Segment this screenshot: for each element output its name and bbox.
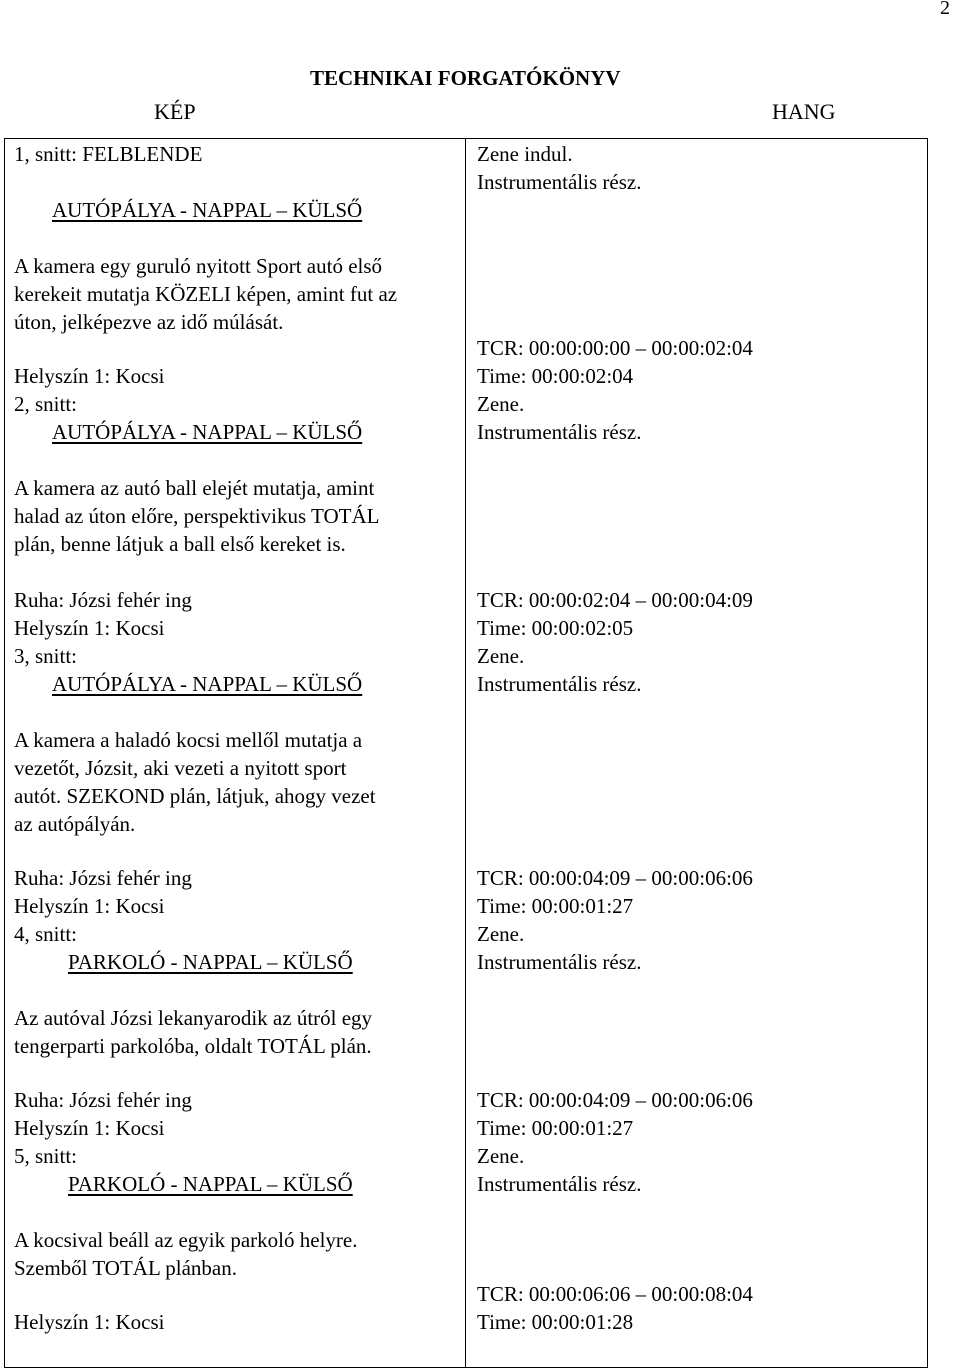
shot-3-location-note: Helyszín 1: Kocsi <box>14 894 165 918</box>
shot-2-description-line: A kamera az autó ball elejét mutatja, amint <box>14 476 375 500</box>
page-number: 2 <box>940 0 950 19</box>
shot-3-description-line: autót. SZEKOND plán, látjuk, ahogy vezet <box>14 784 376 808</box>
shot-2-costume: Ruha: Józsi fehér ing <box>14 588 192 612</box>
shot-1-description-line: A kamera egy guruló nyitott Sport autó első <box>14 254 383 278</box>
shot-2-heading: 2, snitt: <box>14 392 78 416</box>
shot-5-description-line: A kocsival beáll az egyik parkoló helyre. <box>14 1228 358 1252</box>
shot-3-location: AUTÓPÁLYA - NAPPAL – KÜLSŐ <box>52 672 363 696</box>
sound-5-tcr: TCR: 00:00:04:09 – 00:00:06:06 <box>477 1088 753 1112</box>
shot-5-location: PARKOLÓ - NAPPAL – KÜLSŐ <box>68 1172 353 1196</box>
column-header-kep: KÉP <box>154 99 196 124</box>
shot-3-heading: 3, snitt: <box>14 644 78 668</box>
shot-4-location: PARKOLÓ - NAPPAL – KÜLSŐ <box>68 950 353 974</box>
shot-3-description-line: A kamera a haladó kocsi mellől mutatja a <box>14 728 363 752</box>
sound-3-instrumental: Instrumentális rész. <box>477 672 642 696</box>
shot-3-description-line: vezetőt, Józsit, aki vezeti a nyitott sport <box>14 756 347 780</box>
sound-3-music: Zene. <box>477 644 525 668</box>
shot-5-location-note: Helyszín 1: Kocsi <box>14 1310 165 1334</box>
shot-5-heading: 5, snitt: <box>14 1144 78 1168</box>
sound-2-tcr: TCR: 00:00:00:00 – 00:00:02:04 <box>477 336 753 360</box>
column-divider <box>465 138 466 1368</box>
shot-2-location: AUTÓPÁLYA - NAPPAL – KÜLSŐ <box>52 420 363 444</box>
sound-4-music: Zene. <box>477 922 525 946</box>
sound-5-time: Time: 00:00:01:27 <box>477 1116 634 1140</box>
sound-1-line: Zene indul. <box>477 142 573 166</box>
sound-4-instrumental: Instrumentális rész. <box>477 950 642 974</box>
shot-1-heading: 1, snitt: FELBLENDE <box>14 142 203 166</box>
column-header-hang: HANG <box>772 99 836 124</box>
sound-6-tcr: TCR: 00:00:06:06 – 00:00:08:04 <box>477 1282 753 1306</box>
shot-4-description-line: tengerparti parkolóba, oldalt TOTÁL plán. <box>14 1034 372 1058</box>
shot-1-location: AUTÓPÁLYA - NAPPAL – KÜLSŐ <box>52 198 363 222</box>
sound-3-time: Time: 00:00:02:05 <box>477 616 634 640</box>
shot-1-description-line: kerekeit mutatja KÖZELI képen, amint fut az <box>14 282 398 306</box>
sound-5-instrumental: Instrumentális rész. <box>477 1172 642 1196</box>
shot-4-description-line: Az autóval Józsi lekanyarodik az útról egy <box>14 1006 373 1030</box>
shot-2-description-line: halad az úton előre, perspektivikus TOTÁL <box>14 504 380 528</box>
shot-1-description-line: úton, jelképezve az idő múlását. <box>14 310 284 334</box>
sound-2-instrumental: Instrumentális rész. <box>477 420 642 444</box>
shot-4-location-note: Helyszín 1: Kocsi <box>14 1116 165 1140</box>
shot-2-location-note: Helyszín 1: Kocsi <box>14 616 165 640</box>
shot-1-location-note: Helyszín 1: Kocsi <box>14 364 165 388</box>
sound-2-music: Zene. <box>477 392 525 416</box>
sound-2-time: Time: 00:00:02:04 <box>477 364 634 388</box>
shot-3-costume: Ruha: Józsi fehér ing <box>14 866 192 890</box>
shot-4-heading: 4, snitt: <box>14 922 78 946</box>
sound-4-tcr: TCR: 00:00:04:09 – 00:00:06:06 <box>477 866 753 890</box>
sound-6-time: Time: 00:00:01:28 <box>477 1310 634 1334</box>
shot-3-description-line: az autópályán. <box>14 812 136 836</box>
sound-4-time: Time: 00:00:01:27 <box>477 894 634 918</box>
shot-4-costume: Ruha: Józsi fehér ing <box>14 1088 192 1112</box>
sound-5-music: Zene. <box>477 1144 525 1168</box>
page-title: TECHNIKAI FORGATÓKÖNYV <box>310 66 621 90</box>
shot-5-description-line: Szemből TOTÁL plánban. <box>14 1256 237 1280</box>
sound-1-line: Instrumentális rész. <box>477 170 642 194</box>
sound-3-tcr: TCR: 00:00:02:04 – 00:00:04:09 <box>477 588 753 612</box>
shot-2-description-line: plán, benne látjuk a ball első kereket is. <box>14 532 346 556</box>
